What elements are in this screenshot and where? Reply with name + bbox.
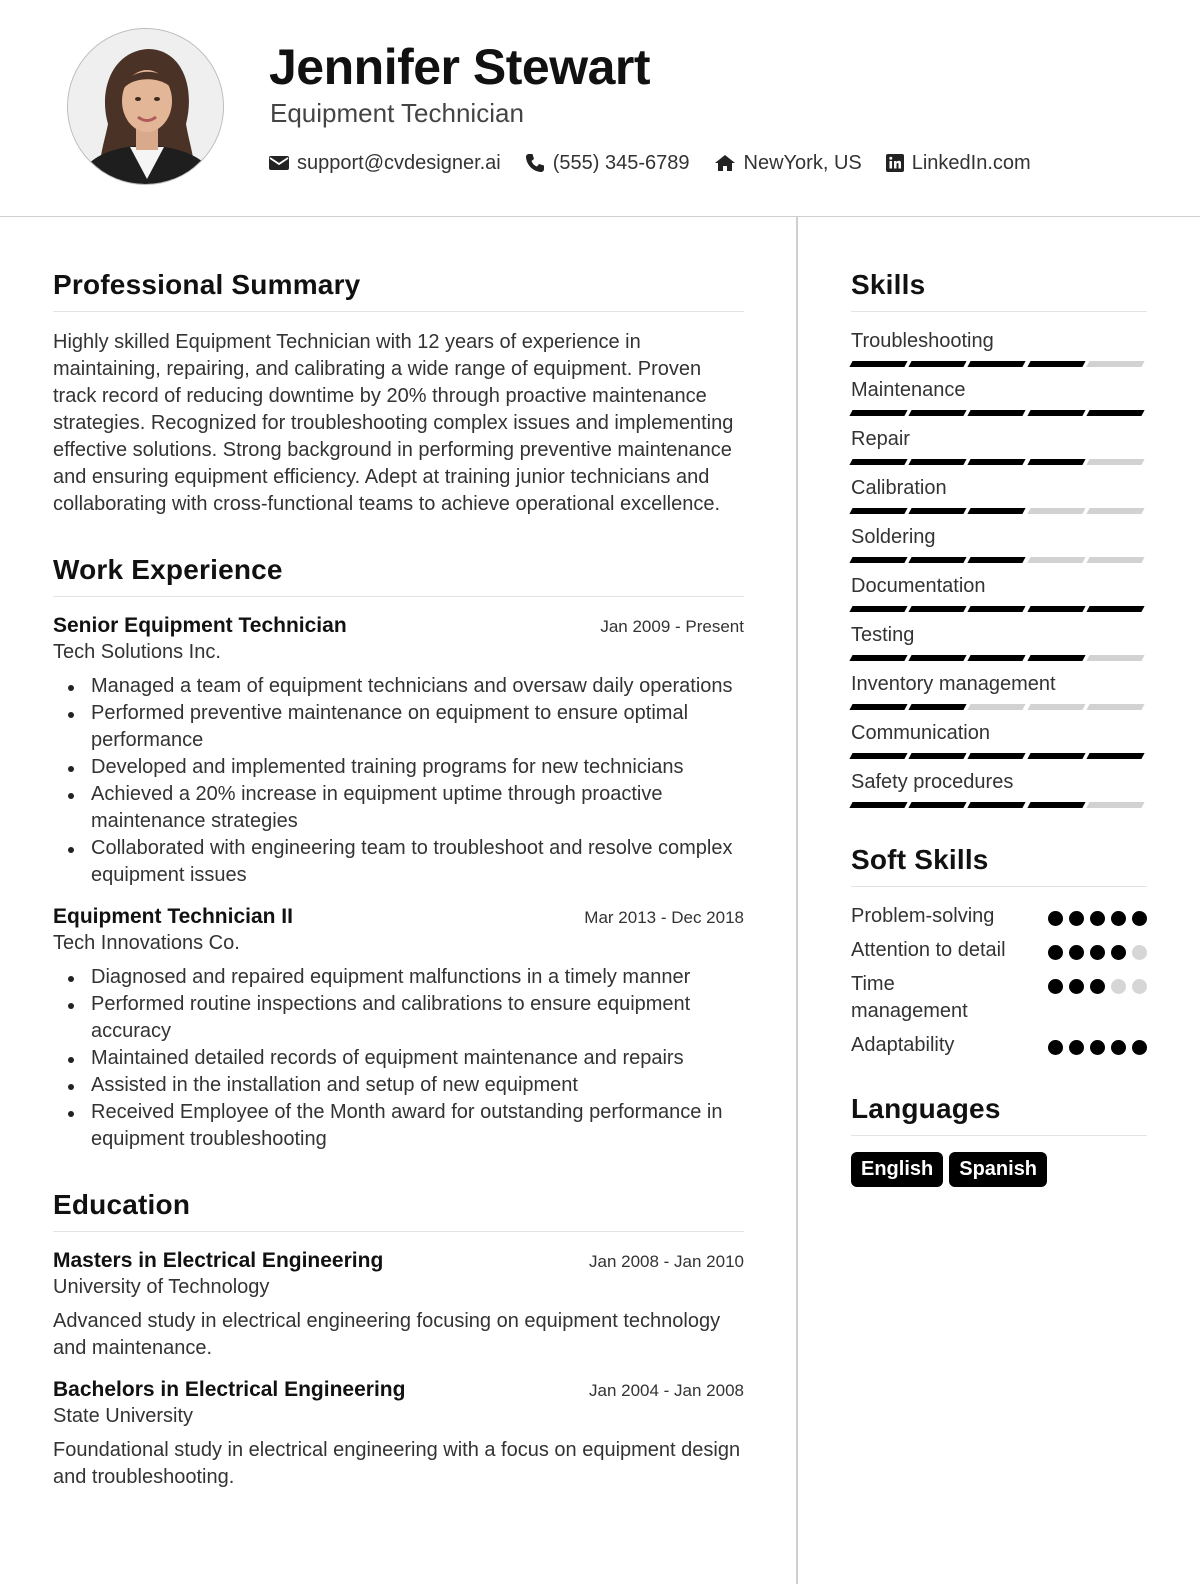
contact-location-text: NewYork, US [743,151,862,174]
job-dates: Mar 2013 - Dec 2018 [584,908,744,927]
education-heading: Education [53,1189,744,1232]
contact-location [714,152,862,175]
job-entry [53,614,744,889]
skill-level-segment [968,557,1026,563]
contact-email-text: support@cvdesigner.ai [297,151,501,174]
contact-phone[interactable] [525,152,690,175]
job-bullet: Diagnosed and repaired equipment malfunctions in a timely manner [53,964,744,991]
rating-dot [1111,979,1126,994]
skill-level-segment [849,655,907,661]
skill-name: Communication [851,722,990,744]
rating-dot [1090,979,1105,994]
job-company: Tech Innovations Co. [53,932,240,954]
soft-skill-rating [1042,903,1147,926]
skill-item [851,622,1147,661]
degree-dates: Jan 2008 - Jan 2010 [588,1252,744,1271]
column-divider [796,217,798,1584]
skill-level-segment [909,508,967,514]
language-badge: Spanish [949,1152,1047,1187]
skill-name: Soldering [851,526,936,548]
skill-level-segment [1086,704,1144,710]
job-company: Tech Solutions Inc. [53,641,221,663]
skill-item [851,426,1147,465]
soft-skill-item [851,971,1147,1025]
rating-dot [1090,1040,1105,1055]
summary-section [53,269,744,518]
skill-level-segment [1027,410,1085,416]
degree-description: Foundational study in electrical engineering with a focus on equipment design and troubleshooting. [53,1439,741,1488]
skill-level-segment [1086,557,1144,563]
skill-level-segment [909,606,967,612]
phone-icon [525,153,545,173]
skill-level-bar [851,557,1147,563]
job-bullet: Received Employee of the Month award for outstanding performance in equipment troubleshooting [53,1099,744,1153]
skill-level-segment [909,704,967,710]
education-entry [53,1249,744,1362]
skills-list [851,328,1147,808]
soft-skill-item [851,903,1147,930]
education-entry [53,1378,744,1491]
skill-level-segment [968,410,1026,416]
skill-level-segment [909,753,967,759]
skills-heading: Skills [851,269,1147,312]
rating-dot [1111,1040,1126,1055]
school-name: University of Technology [53,1276,270,1298]
soft-skill-name: Adaptability [851,1034,955,1056]
soft-skill-item [851,937,1147,964]
main-column [53,269,744,1491]
skill-level-segment [849,361,907,367]
rating-dot [1048,979,1063,994]
job-bullet: Maintained detailed records of equipment maintenance and repairs [53,1045,744,1072]
resume-header [0,0,1200,217]
skill-level-segment [849,802,907,808]
soft-skill-name: Time management [851,973,968,1022]
experience-heading: Work Experience [53,554,744,597]
languages-section [851,1093,1147,1187]
contact-linkedin-text: LinkedIn.com [911,151,1031,174]
skill-name: Repair [851,428,910,450]
rating-dot [1069,911,1084,926]
skill-level-bar [851,655,1147,661]
skill-level-segment [909,655,967,661]
skill-level-segment [1027,655,1085,661]
skill-name: Troubleshooting [851,330,994,352]
rating-dot [1069,1040,1084,1055]
skill-level-bar [851,459,1147,465]
linkedin-icon [886,154,904,172]
soft-skills-section [851,844,1147,1059]
job-bullet: Performed routine inspections and calibrations to ensure equipment accuracy [53,991,744,1045]
skill-level-segment [968,704,1026,710]
skill-level-bar [851,508,1147,514]
skill-level-bar [851,361,1147,367]
job-bullet: Managed a team of equipment technicians and oversaw daily operations [53,673,744,700]
skill-level-segment [1027,557,1085,563]
skill-name: Documentation [851,575,986,597]
skill-name: Testing [851,624,915,646]
skill-level-segment [1027,802,1085,808]
rating-dot [1111,945,1126,960]
summary-text: Highly skilled Equipment Technician with 12 years of experience in maintaining, repairing, and calibrating a wide range of equipment. Proven track record of reducing downtime by 20% through proactive maintenance strategies. Recognized for troubleshooting complex issues and implementing effective solutions. Strong background in performing preventive maintenance and ensuring equipment efficiency. Adept at training junior technicians and collaborating with cross-functional teams to achieve operational excellence. [53,331,734,515]
rating-dot [1090,911,1105,926]
rating-dot [1069,979,1084,994]
skill-item [851,769,1147,808]
soft-skill-item [851,1032,1147,1059]
job-bullet: Achieved a 20% increase in equipment uptime through proactive maintenance strategies [53,781,744,835]
rating-dot [1048,945,1063,960]
envelope-icon [269,155,289,171]
degree-title: Masters in Electrical Engineering [53,1249,384,1272]
skill-level-segment [849,508,907,514]
skills-section [851,269,1147,808]
skill-level-segment [1027,508,1085,514]
experience-section [53,554,744,1153]
skill-level-segment [968,655,1026,661]
rating-dot [1048,911,1063,926]
languages-heading: Languages [851,1093,1147,1136]
job-bullet: Performed preventive maintenance on equipment to ensure optimal performance [53,700,744,754]
skill-level-segment [849,753,907,759]
soft-skills-heading: Soft Skills [851,844,1147,887]
skill-level-segment [1086,508,1144,514]
soft-skill-name: Problem-solving [851,905,995,927]
contact-linkedin[interactable] [886,152,1031,175]
skill-level-segment [909,459,967,465]
job-title: Senior Equipment Technician [53,614,347,637]
skill-level-segment [1086,802,1144,808]
degree-title: Bachelors in Electrical Engineering [53,1378,406,1401]
profile-photo-illustration [68,29,224,185]
skill-level-segment [1086,410,1144,416]
contact-phone-text: (555) 345-6789 [552,151,690,174]
skill-level-segment [968,361,1026,367]
rating-dot [1111,911,1126,926]
school-name: State University [53,1405,194,1427]
job-bullets [53,673,744,889]
job-bullet: Collaborated with engineering team to troubleshoot and resolve complex equipment issues [53,835,744,889]
skill-level-segment [909,557,967,563]
skill-level-segment [909,361,967,367]
skill-level-segment [1027,606,1085,612]
skill-level-segment [849,557,907,563]
home-icon [714,154,736,172]
skill-level-segment [1086,361,1144,367]
skill-level-segment [968,459,1026,465]
skill-level-segment [1086,753,1144,759]
skill-level-segment [1027,459,1085,465]
candidate-name: Jennifer Stewart [269,39,651,95]
rating-dot [1090,945,1105,960]
skill-level-bar [851,802,1147,808]
skill-level-segment [849,459,907,465]
skill-item [851,377,1147,416]
languages-list [851,1152,1147,1187]
rating-dot [1132,945,1147,960]
soft-skill-rating [1042,971,1147,994]
skill-level-segment [968,606,1026,612]
soft-skill-rating [1042,937,1147,960]
skill-level-segment [1086,606,1144,612]
soft-skill-rating [1042,1032,1147,1055]
skill-level-segment [968,508,1026,514]
contact-row [269,150,1055,176]
language-badge: English [851,1152,943,1187]
soft-skill-name: Attention to detail [851,939,1006,961]
candidate-title: Equipment Technician [270,98,524,128]
skill-item [851,328,1147,367]
skill-item [851,524,1147,563]
sidebar-column [851,269,1147,1187]
skill-item [851,671,1147,710]
skill-level-segment [968,753,1026,759]
degree-dates: Jan 2004 - Jan 2008 [588,1381,744,1400]
skill-level-segment [849,704,907,710]
skill-name: Calibration [851,477,947,499]
job-bullets [53,964,744,1153]
skill-item [851,573,1147,612]
degree-description: Advanced study in electrical engineering focusing on equipment technology and maintenance. [53,1310,721,1359]
skill-item [851,475,1147,514]
skill-level-segment [1027,704,1085,710]
skill-level-bar [851,753,1147,759]
skill-item [851,720,1147,759]
skill-level-segment [1086,655,1144,661]
skill-level-segment [909,410,967,416]
job-entry [53,905,744,1153]
soft-skills-list [851,903,1147,1059]
job-bullet: Assisted in the installation and setup of new equipment [53,1072,744,1099]
profile-photo [67,28,224,185]
job-dates: Jan 2009 - Present [600,617,744,636]
skill-level-segment [968,802,1026,808]
skill-level-bar [851,704,1147,710]
rating-dot [1132,979,1147,994]
skill-level-segment [909,802,967,808]
rating-dot [1132,911,1147,926]
skill-level-segment [849,606,907,612]
skill-level-segment [849,410,907,416]
summary-heading: Professional Summary [53,269,744,312]
skill-level-segment [1027,361,1085,367]
rating-dot [1132,1040,1147,1055]
skill-level-bar [851,410,1147,416]
job-bullet: Developed and implemented training programs for new technicians [53,754,744,781]
skill-level-segment [1086,459,1144,465]
skill-name: Inventory management [851,673,1056,695]
skill-name: Safety procedures [851,771,1014,793]
education-section [53,1189,744,1491]
contact-email[interactable] [269,152,501,175]
rating-dot [1069,945,1084,960]
rating-dot [1048,1040,1063,1055]
job-title: Equipment Technician II [53,905,293,928]
skill-name: Maintenance [851,379,966,401]
skill-level-bar [851,606,1147,612]
skill-level-segment [1027,753,1085,759]
